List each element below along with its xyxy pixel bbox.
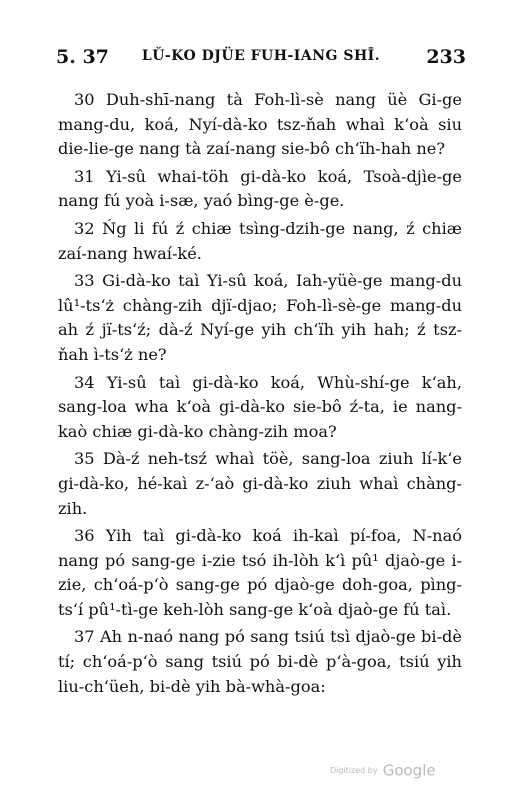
verse-number: 32	[74, 218, 95, 238]
google-logo: Google	[382, 761, 436, 780]
verse	[58, 269, 462, 367]
verse-text: Dà-ź neh-tsź whaì töè, sang-loa ziuh lí-k‘e gi-dà-ko, hé-kaì z-‘aò gi-dà-ko ziuh whaì chàng-zih.	[58, 449, 462, 518]
verse-number: 34	[74, 372, 95, 392]
verse	[58, 165, 462, 214]
verse-number: 33	[74, 271, 95, 291]
verse	[58, 217, 462, 266]
verse-text: Gi-dà-ko taì Yi-sû koá, Iah-yüè-ge mang-du lû¹-ts‘ż chàng-zih djï-djao; Foh-lì-sè-ge mang-du ah ź jï-ts‘ź; dà-ź Nyí-ge yih ch‘ïh yih hah; ź tsz-ňah ì-ts‘ż ne?	[58, 271, 462, 364]
verse-text: Duh-shī-nang tà Foh-lì-sè nang üè Gi-ge mang-du, koá, Nyí-dà-ko tsz-ňah whaì k‘oà siu die-lie-ge nang tà zaí-nang sie-bô ch‘ïh-hah ne?	[58, 90, 462, 159]
verse-number: 31	[74, 166, 95, 186]
verse-text: Yi-sû taì gi-dà-ko koá, Whù-shí-ge k‘ah, sang-loa wha k‘oà gi-dà-ko sie-bô ź-ta, ie nang-kaò chiæ gi-dà-ko chàng-zih moa?	[58, 372, 462, 441]
verse-number: 35	[74, 449, 95, 469]
verse-text: Yi-sû whai-töh gi-dà-ko koá, Tsoà-djìe-ge nang fú yoà i-sæ, yaó bìng-ge è-ge.	[58, 166, 462, 211]
verse-number: 37	[74, 627, 95, 647]
verse-number: 36	[74, 526, 95, 546]
chapter-verse-ref: 5. 37	[56, 46, 109, 68]
page-number: 233	[426, 46, 466, 68]
digitized-watermark	[330, 760, 436, 780]
verse	[58, 625, 462, 699]
verse-number: 30	[74, 90, 95, 109]
verse-text: Ah n-naó nang pó sang tsiú tsì djaò-ge bi-dè tí; ch‘oá-p‘ò sang tsiú pó bi-dè p‘à-goa, tsiú yih liu-ch‘üeh, bi-dè yih bà-whà-goa:	[58, 627, 462, 696]
running-title: LǓ-KO DJÜE FUH-IANG SHĪ.	[141, 48, 381, 64]
verse	[58, 524, 462, 622]
running-header	[56, 46, 466, 72]
verse-list	[58, 88, 462, 699]
watermark-prefix: Digitized by	[330, 766, 378, 775]
verse-text: Yih taì gi-dà-ko koá ih-kaì pí-foa, N-naó nang pó sang-ge i-zie tsó ih-lòh k‘ì pû¹ djaò-ge i-zie, ch‘oá-p‘ò sang-ge pó djaò-ge doh-goa, pìng-ts‘í pû¹-tì-ge keh-lòh sang-ge k‘oà djaò-ge fú taì.	[58, 526, 462, 619]
verse	[58, 371, 462, 445]
verse	[58, 447, 462, 521]
verse	[58, 88, 462, 162]
verse-text: Ńg li fú ź chiæ tsìng-dzih-ge nang, ź chiæ zaí-nang hwaí-ké.	[58, 218, 462, 263]
